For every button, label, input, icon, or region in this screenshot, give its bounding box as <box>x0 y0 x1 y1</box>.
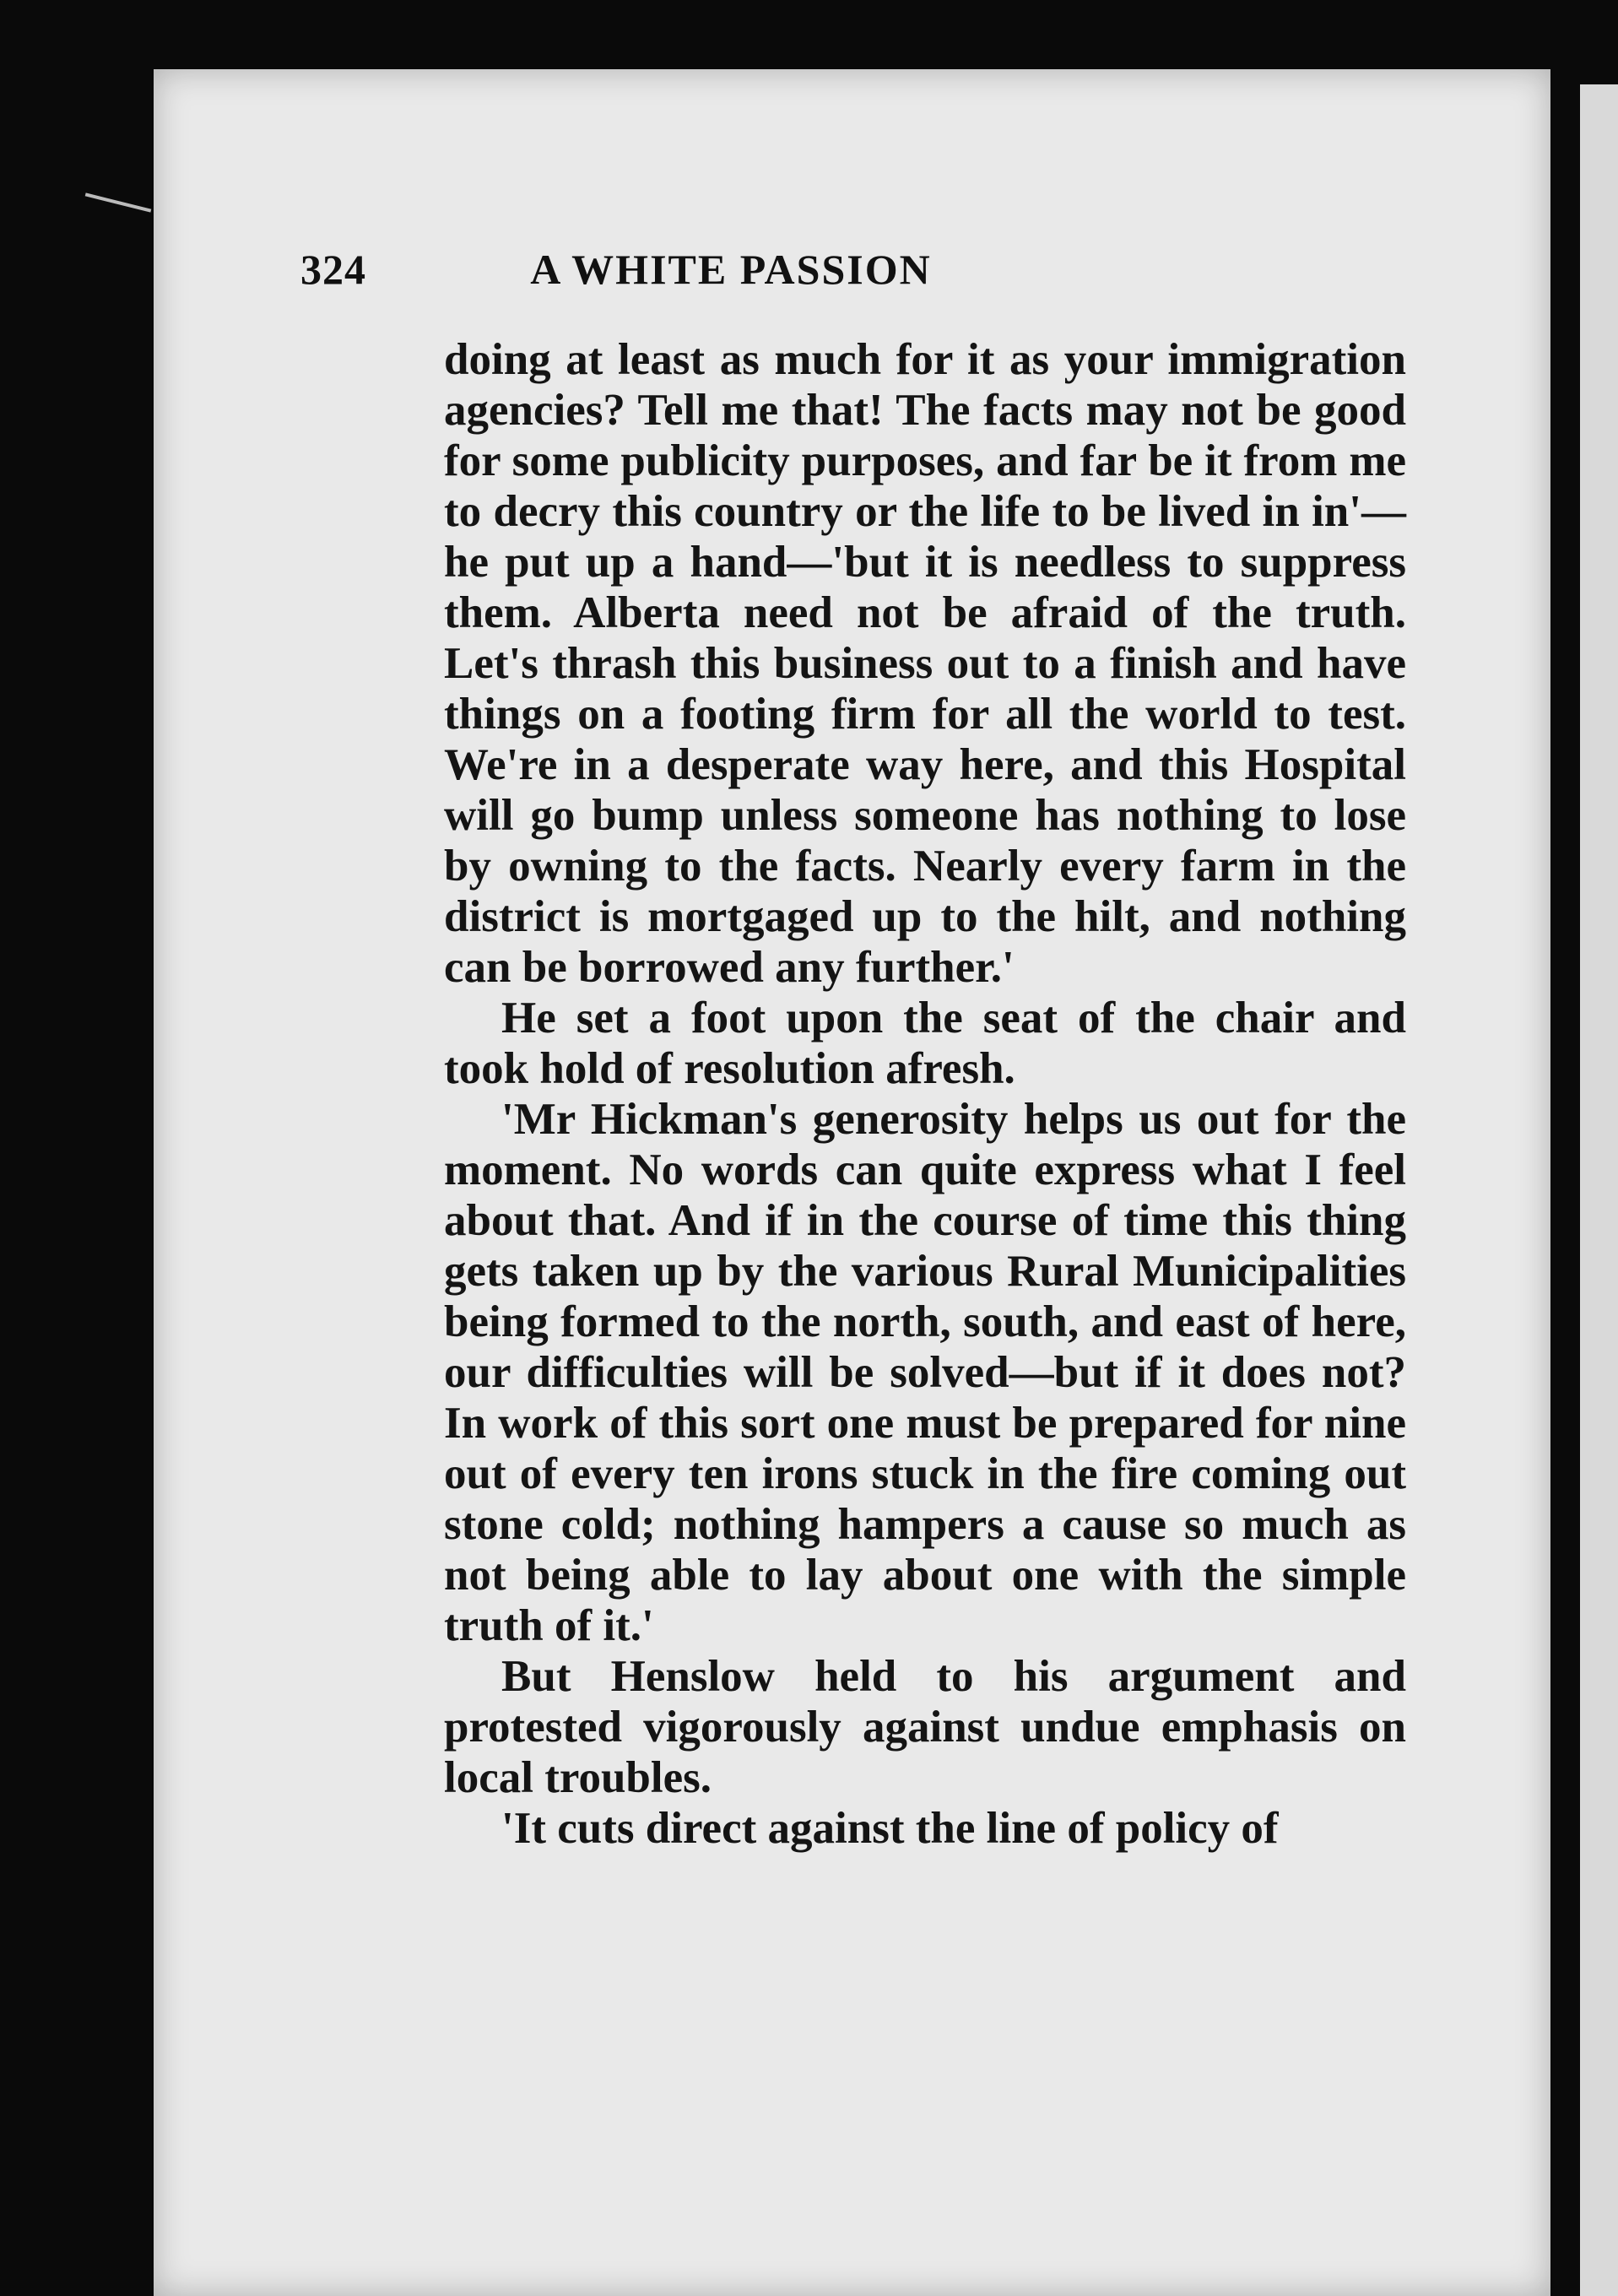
running-title: A WHITE PASSION <box>530 246 932 293</box>
paragraph: 'It cuts direct against the line of policy of <box>501 1804 1279 1853</box>
paragraph: He set a foot upon the seat of the chair and took hold of resolution afresh. <box>444 994 1406 1093</box>
paragraph: But Henslow held to his argument and protested vigorously against undue emphasis on local troubles. <box>444 1652 1406 1802</box>
facing-page-edge <box>1580 84 1618 2296</box>
paragraph: doing at least as much for it as your immigration agencies? Tell me that! The facts may not be good for some publicity purposes, and far be it from me to decry this country or the life to be lived in in'—he put up a hand—'but it is needless to suppress them. Alberta need not be afraid of the truth. Let's thrash this business out to a finish and have things on a footing firm for all the world to test. We're in a desperate way here, and this Hospital will go bump unless someone has nothing to lose by owning to the facts. Nearly every farm in the district is mortgaged up to the hilt, and nothing can be borrowed any further.' <box>444 335 1406 992</box>
page-number: 324 <box>300 246 366 293</box>
paragraph: 'Mr Hickman's generosity helps us out for the moment. No words can quite express what I feel about that. And if in the course of time this thing gets taken up by the various Rural Municipalities being formed to the north, south, and east of here, our difficulties will be solved—but if it does not? In work of this sort one must be prepared for nine out of every ten irons stuck in the fire coming out stone cold; nothing hampers a cause so much as not being able to lay about one with the simple truth of it.' <box>444 1095 1406 1650</box>
page-header <box>300 245 1161 304</box>
body-text <box>444 334 1406 1854</box>
scan-artifact <box>85 192 152 212</box>
